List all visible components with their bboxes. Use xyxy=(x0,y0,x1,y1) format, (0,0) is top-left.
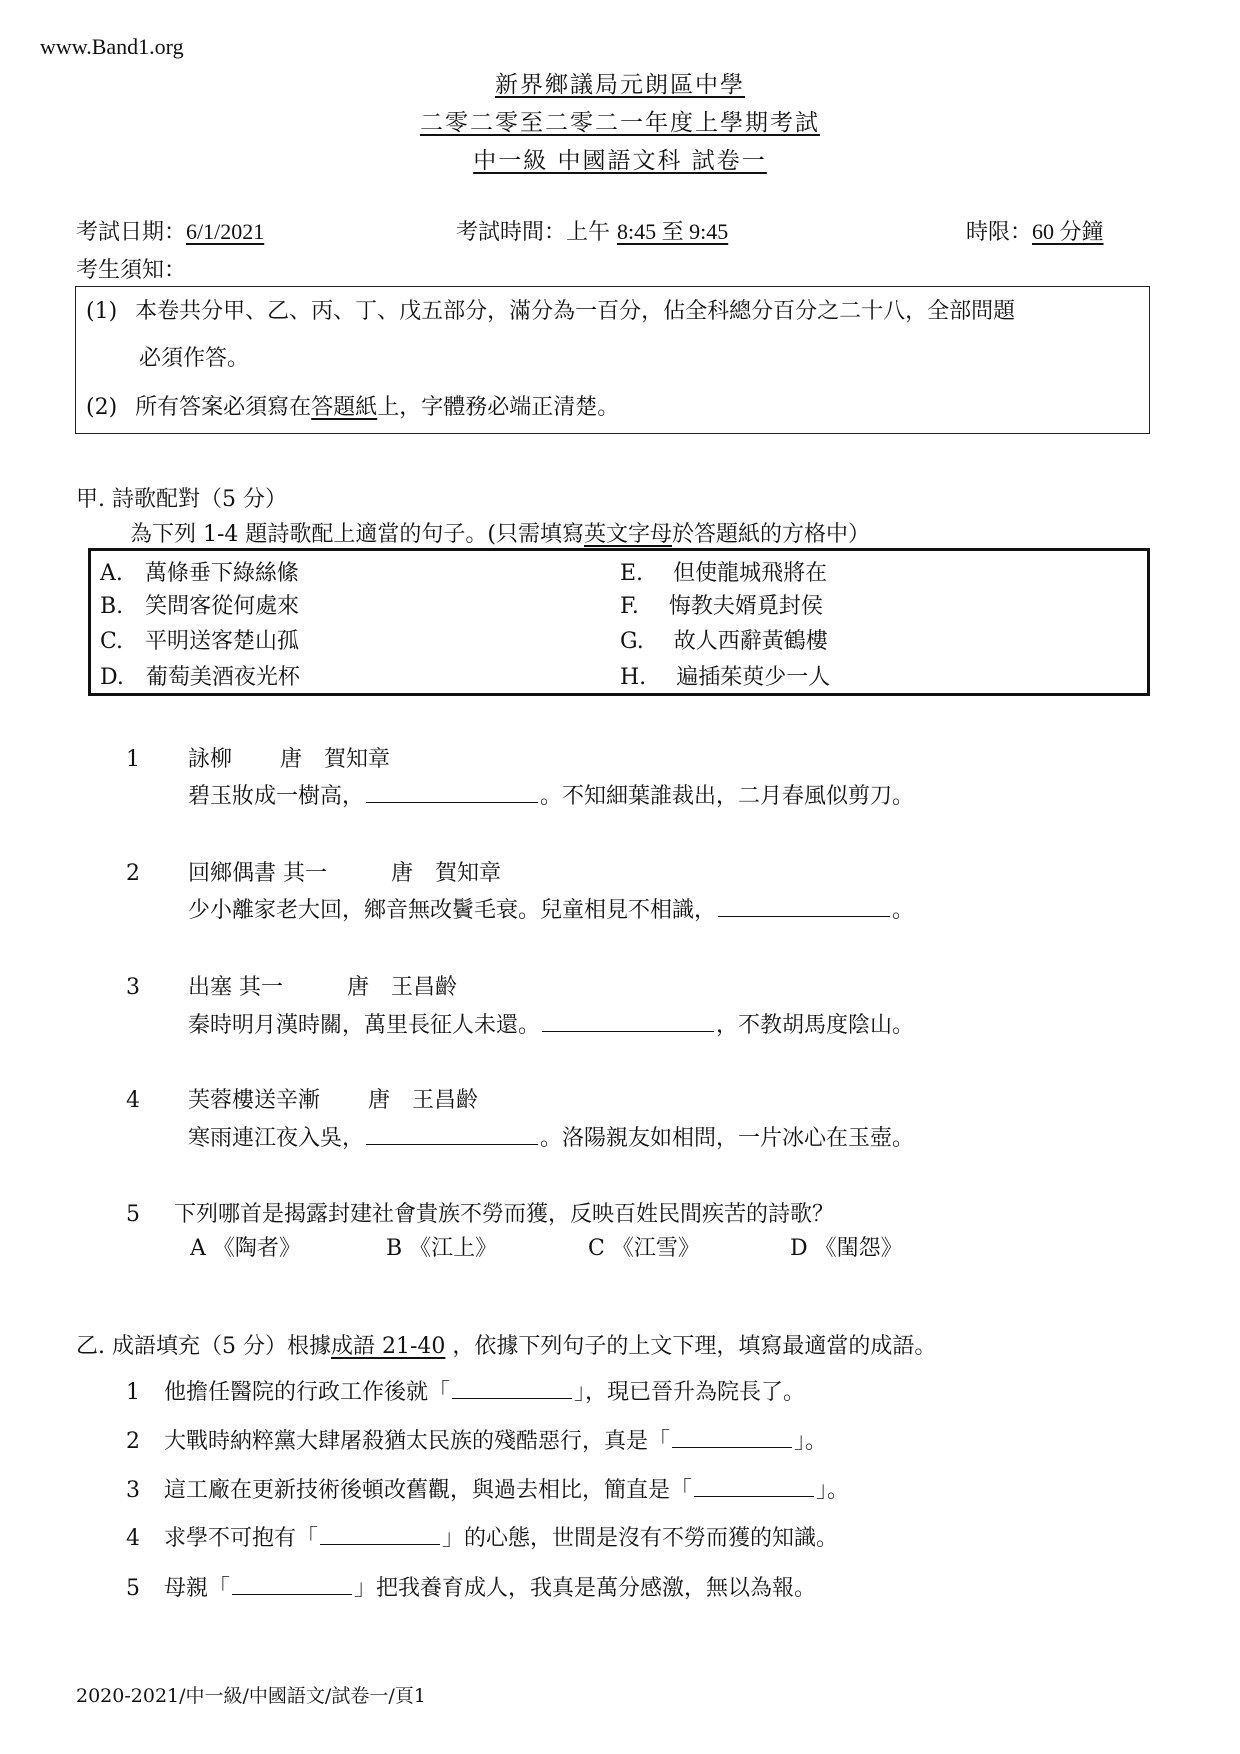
notice-1-cont: 必須作答。 xyxy=(139,346,250,371)
paper-title: 中一級 中國語文科 試卷一 xyxy=(473,148,767,174)
notice-2: (2) 所有答案必須寫在答題紙上，字體務必端正清楚。 xyxy=(86,395,620,420)
question-5-choice-d: D 《閨怨》 xyxy=(790,1236,903,1261)
question-5-choice-a: A 《陶者》 xyxy=(190,1236,301,1261)
answer-blank[interactable] xyxy=(672,1427,792,1448)
answer-blank[interactable] xyxy=(366,1124,538,1145)
idiom-question-2: 2 大戰時納粹黨大肆屠殺猶太民族的殘酷惡行，真是「 」。 xyxy=(126,1429,828,1454)
page-footer: 2020-2021/中一級/中國語文/試卷一/頁1 xyxy=(76,1685,426,1707)
notice-title: 考生須知： xyxy=(76,258,187,283)
exam-time: 考試時間：上午 8:45 至 9:45 xyxy=(456,219,729,245)
notice-1: (1) 本卷共分甲、乙、丙、丁、戊五部分，滿分為一百分，佔全科總分百分之二十八，全部問題 xyxy=(86,299,1016,324)
answer-blank[interactable] xyxy=(366,782,538,803)
option-c: C. 平明送客楚山孤 xyxy=(100,629,300,654)
answer-blank[interactable] xyxy=(718,896,890,917)
option-e: E. 但使龍城飛將在 xyxy=(620,561,828,586)
answer-blank[interactable] xyxy=(452,1378,572,1399)
option-d: D. 葡萄美酒夜光杯 xyxy=(100,665,300,690)
question-3-head: 3 出塞 其一 唐 王昌齡 xyxy=(126,975,458,1000)
answer-blank[interactable] xyxy=(694,1476,814,1497)
idiom-question-3: 3 這工廠在更新技術後頓改舊觀，與過去相比，簡直是「 」。 xyxy=(126,1478,850,1503)
idiom-question-4: 4 求學不可抱有「 」的心態，世間是沒有不勞而獲的知識。 xyxy=(126,1526,839,1551)
part-a-title: 甲. 詩歌配對（5 分） xyxy=(76,487,287,512)
watermark: www.Band1.org xyxy=(40,34,184,59)
question-4-head: 4 芙蓉樓送辛漸 唐 王昌齡 xyxy=(126,1088,479,1113)
question-1-head: 1 詠柳 唐 賀知章 xyxy=(126,747,391,772)
question-3-line: 秦時明月漢時關，萬里長征人未還。 ，不教胡馬度陰山。 xyxy=(188,1013,915,1038)
answer-blank[interactable] xyxy=(232,1574,352,1595)
answer-blank[interactable] xyxy=(542,1011,714,1032)
school-name: 新界鄉議局元朗區中學 xyxy=(495,72,745,98)
question-5-choice-c: C 《江雪》 xyxy=(588,1236,700,1261)
exam-title: 二零二零至二零二一年度上學期考試 xyxy=(420,110,820,136)
idiom-question-5: 5 母親「 」把我養育成人，我真是萬分感激，無以為報。 xyxy=(126,1576,817,1601)
question-1-line: 碧玉妝成一樹高， 。不知細葉誰裁出，二月春風似剪刀。 xyxy=(188,784,915,809)
question-2-line: 少小離家老大回，鄉音無改鬢毛衰。兒童相見不相識， 。 xyxy=(188,898,915,923)
answer-blank[interactable] xyxy=(320,1524,440,1545)
idiom-question-1: 1 他擔任醫院的行政工作後就「 」，現已晉升為院長了。 xyxy=(126,1380,806,1405)
question-5: 5 下列哪首是揭露封建社會貴族不勞而獲，反映百姓民間疾苦的詩歌？ xyxy=(126,1202,835,1227)
option-a: A. 萬條垂下綠絲絛 xyxy=(100,561,299,586)
question-2-head: 2 回鄉偶書 其一 唐 賀知章 xyxy=(126,861,502,886)
time-limit: 時限：60 分鐘 xyxy=(966,219,1104,245)
part-a-instruction: 為下列 1-4 題詩歌配上適當的句子。(只需填寫英文字母於答題紙的方格中） xyxy=(130,522,871,547)
option-h: H. 遍插茱萸少一人 xyxy=(620,665,831,690)
question-4-line: 寒雨連江夜入吳， 。洛陽親友如相問，一片冰心在玉壺。 xyxy=(188,1126,915,1151)
exam-date: 考試日期：6/1/2021 xyxy=(76,219,265,245)
option-f: F. 悔教夫婿覓封侯 xyxy=(620,594,823,619)
option-g: G. 故人西辭黃鶴樓 xyxy=(620,629,828,654)
question-5-choice-b: B 《江上》 xyxy=(386,1236,498,1261)
part-b-title: 乙. 成語填充（5 分）根據成語 21-40 ，依據下列句子的上文下理，填寫最適當的成語。 xyxy=(76,1334,937,1359)
option-b: B. 笑問客從何處來 xyxy=(100,594,300,619)
